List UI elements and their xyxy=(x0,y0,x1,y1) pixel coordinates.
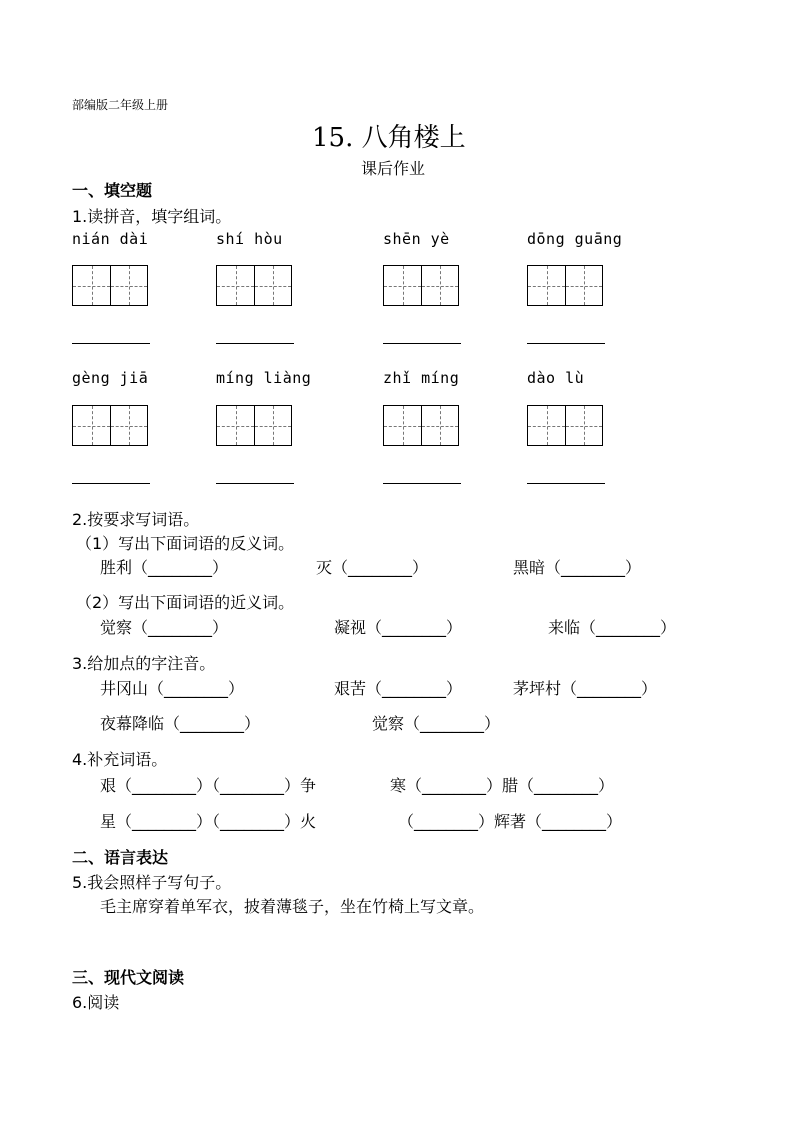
phonetic-item[interactable]: 茅坪村（________） xyxy=(513,679,658,698)
writing-grid[interactable] xyxy=(383,405,459,446)
answer-line[interactable] xyxy=(72,483,150,484)
answer-line[interactable] xyxy=(527,483,605,484)
idiom-item[interactable]: （________）辉著（________） xyxy=(398,812,623,831)
writing-grid[interactable] xyxy=(383,265,459,306)
pinyin-label: dào lù xyxy=(527,369,585,387)
answer-line[interactable] xyxy=(72,343,150,344)
pinyin-label: míng liàng xyxy=(216,369,312,387)
question-3-prompt: 3.给加点的字注音。 xyxy=(72,654,216,673)
idiom-item[interactable]: 星（________）（________）火 xyxy=(100,812,317,831)
lesson-title: 15. 八角楼上 xyxy=(312,123,466,153)
antonym-item[interactable]: 黑暗（________） xyxy=(513,558,642,577)
example-sentence: 毛主席穿着单军衣，披着薄毯子，坐在竹椅上写文章。 xyxy=(100,897,485,916)
idiom-item[interactable]: 艰（________）（________）争 xyxy=(100,776,317,795)
synonym-item[interactable]: 觉察（________） xyxy=(100,618,229,637)
pinyin-label: zhǐ míng xyxy=(383,369,460,387)
question-6-prompt: 6.阅读 xyxy=(72,993,120,1012)
edition-label: 部编版二年级上册 xyxy=(72,98,169,112)
lesson-subtitle: 课后作业 xyxy=(361,159,426,178)
pinyin-label: dōng guāng xyxy=(527,230,623,248)
writing-grid[interactable] xyxy=(527,405,603,446)
question-2-prompt: 2.按要求写词语。 xyxy=(72,510,200,529)
idiom-item[interactable]: 寒（________）腊（________） xyxy=(390,776,615,795)
phonetic-item[interactable]: 艰苦（________） xyxy=(334,679,463,698)
pinyin-label: gèng jiā xyxy=(72,369,149,387)
pinyin-label: shēn yè xyxy=(383,230,450,248)
section-heading-expression: 二、语言表达 xyxy=(72,848,169,867)
answer-line[interactable] xyxy=(383,483,461,484)
writing-grid[interactable] xyxy=(216,405,292,446)
question-2-sub1-prompt: （1）写出下面词语的反义词。 xyxy=(76,534,295,553)
synonym-item[interactable]: 凝视（________） xyxy=(334,618,463,637)
question-2-sub2-prompt: （2）写出下面词语的近义词。 xyxy=(76,593,295,612)
answer-line[interactable] xyxy=(383,343,461,344)
writing-grid[interactable] xyxy=(216,265,292,306)
antonym-item[interactable]: 灭（________） xyxy=(316,558,429,577)
answer-line[interactable] xyxy=(216,483,294,484)
question-1-prompt: 1.读拼音，填字组词。 xyxy=(72,207,232,226)
section-heading-fill-in: 一、填空题 xyxy=(72,181,153,200)
answer-line[interactable] xyxy=(527,343,605,344)
phonetic-item[interactable]: 觉察（________） xyxy=(372,714,501,733)
phonetic-item[interactable]: 夜幕降临（________） xyxy=(100,714,261,733)
writing-grid[interactable] xyxy=(72,405,148,446)
question-5-prompt: 5.我会照样子写句子。 xyxy=(72,873,232,892)
answer-line[interactable] xyxy=(216,343,294,344)
section-heading-reading: 三、现代文阅读 xyxy=(72,968,185,987)
writing-grid[interactable] xyxy=(72,265,148,306)
question-4-prompt: 4.补充词语。 xyxy=(72,750,168,769)
writing-grid[interactable] xyxy=(527,265,603,306)
antonym-item[interactable]: 胜利（________） xyxy=(100,558,229,577)
pinyin-label: shí hòu xyxy=(216,230,283,248)
pinyin-label: nián dài xyxy=(72,230,149,248)
synonym-item[interactable]: 来临（________） xyxy=(548,618,677,637)
phonetic-item[interactable]: 井冈山（________） xyxy=(100,679,245,698)
